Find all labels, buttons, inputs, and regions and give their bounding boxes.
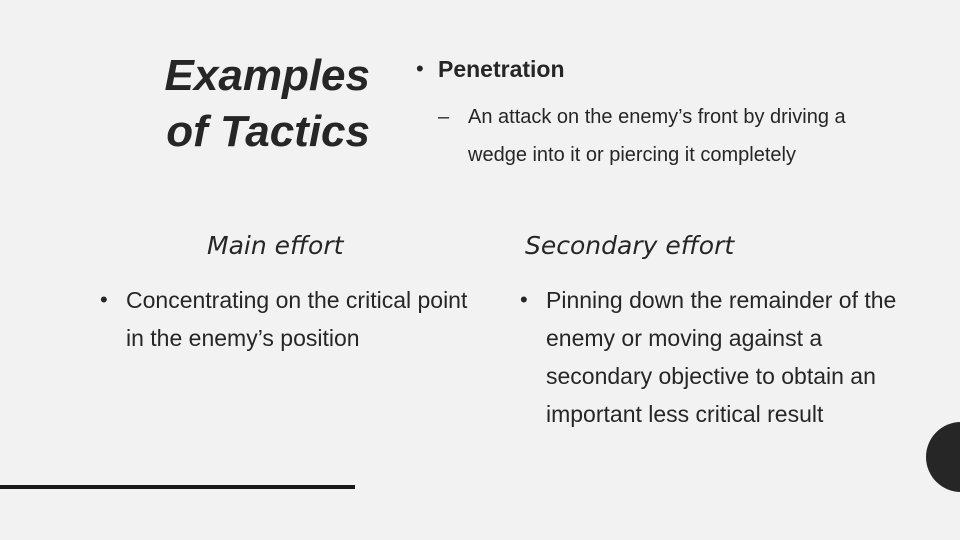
decorative-circle: [926, 422, 960, 492]
sub-bullet-definition: [438, 98, 916, 174]
sub-bullet-definition-text: An attack on the enemy’s front by driving a wedge into it or piercing it completely: [468, 106, 846, 166]
title-line-2: of Tactics: [166, 107, 370, 156]
main-effort-bullet: [100, 281, 480, 357]
secondary-effort-bullet-text: Pinning down the remainder of the enemy or moving against a secondary objective to obtain an important less critical result: [546, 287, 897, 427]
main-effort-heading: Main effort: [207, 231, 344, 260]
bullet-penetration: [416, 52, 916, 86]
bullet-dot-icon: •: [416, 56, 424, 81]
secondary-effort-heading: Secondary effort: [525, 231, 735, 260]
bullet-dot-icon: •: [100, 287, 108, 312]
slide-title: [110, 48, 370, 160]
bullet-penetration-text: Penetration: [438, 56, 565, 82]
main-effort-bullet-text: Concentrating on the critical point in the enemy’s position: [126, 287, 468, 351]
decorative-rule: [0, 485, 355, 489]
main-effort-column: [100, 226, 480, 357]
secondary-effort-column: [520, 226, 910, 433]
secondary-effort-bullet: [520, 281, 910, 433]
title-line-1: Examples: [164, 51, 370, 100]
bullet-dot-icon: •: [520, 287, 528, 312]
top-bullet-list: [416, 52, 916, 174]
dash-bullet-icon: –: [438, 106, 450, 128]
